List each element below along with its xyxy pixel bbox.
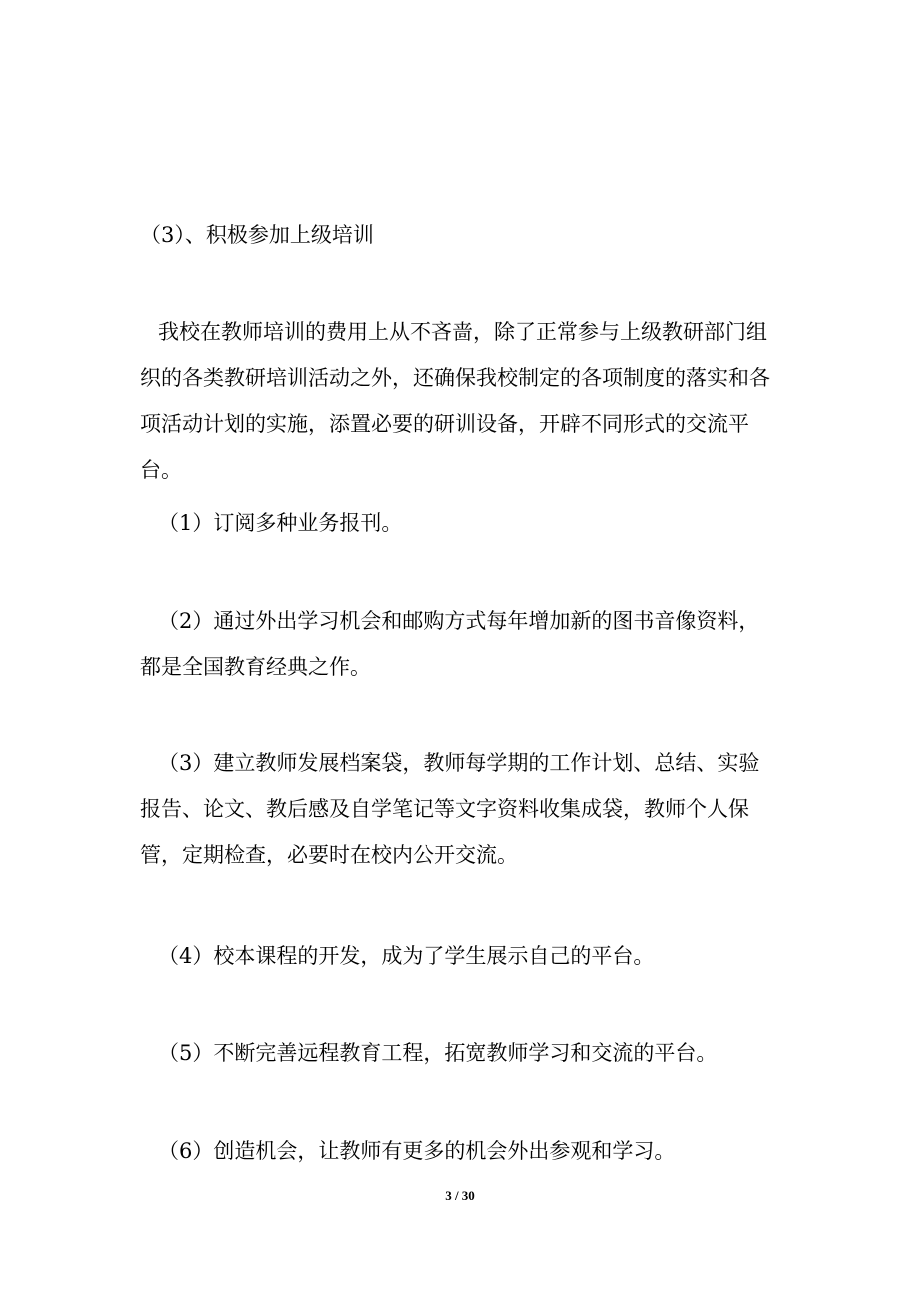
list-item-5: （5）不断完善远程教育工程，拓宽教师学习和交流的平台。	[158, 1041, 718, 1065]
intro-paragraph: 我校在教师培训的费用上从不吝啬，除了正常参与上级教研部门组织的各类教研培训活动之外，还确保我校制定的各项制度的落实和各项活动计划的实施，添置必要的研训设备，开辟不同形式的交流平台。	[140, 320, 770, 482]
page-number: 3 / 30	[445, 1188, 475, 1203]
list-item-3: （3）建立教师发展档案袋，教师每学期的工作计划、总结、实验报告、论文、教后感及自学笔记等文字资料收集成袋，教师个人保管，定期检查，必要时在校内公开交流。	[140, 751, 760, 867]
list-item-6: （6）创造机会，让教师有更多的机会外出参观和学习。	[158, 1139, 676, 1163]
list-item-2: （2）通过外出学习机会和邮购方式每年增加新的图书音像资料，都是全国教育经典之作。	[140, 609, 760, 679]
list-item-1: （1）订阅多种业务报刊。	[158, 511, 403, 535]
section-heading: （3）、积极参加上级培训	[140, 223, 374, 247]
list-item-4: （4）校本课程的开发，成为了学生展示自己的平台。	[158, 944, 655, 968]
